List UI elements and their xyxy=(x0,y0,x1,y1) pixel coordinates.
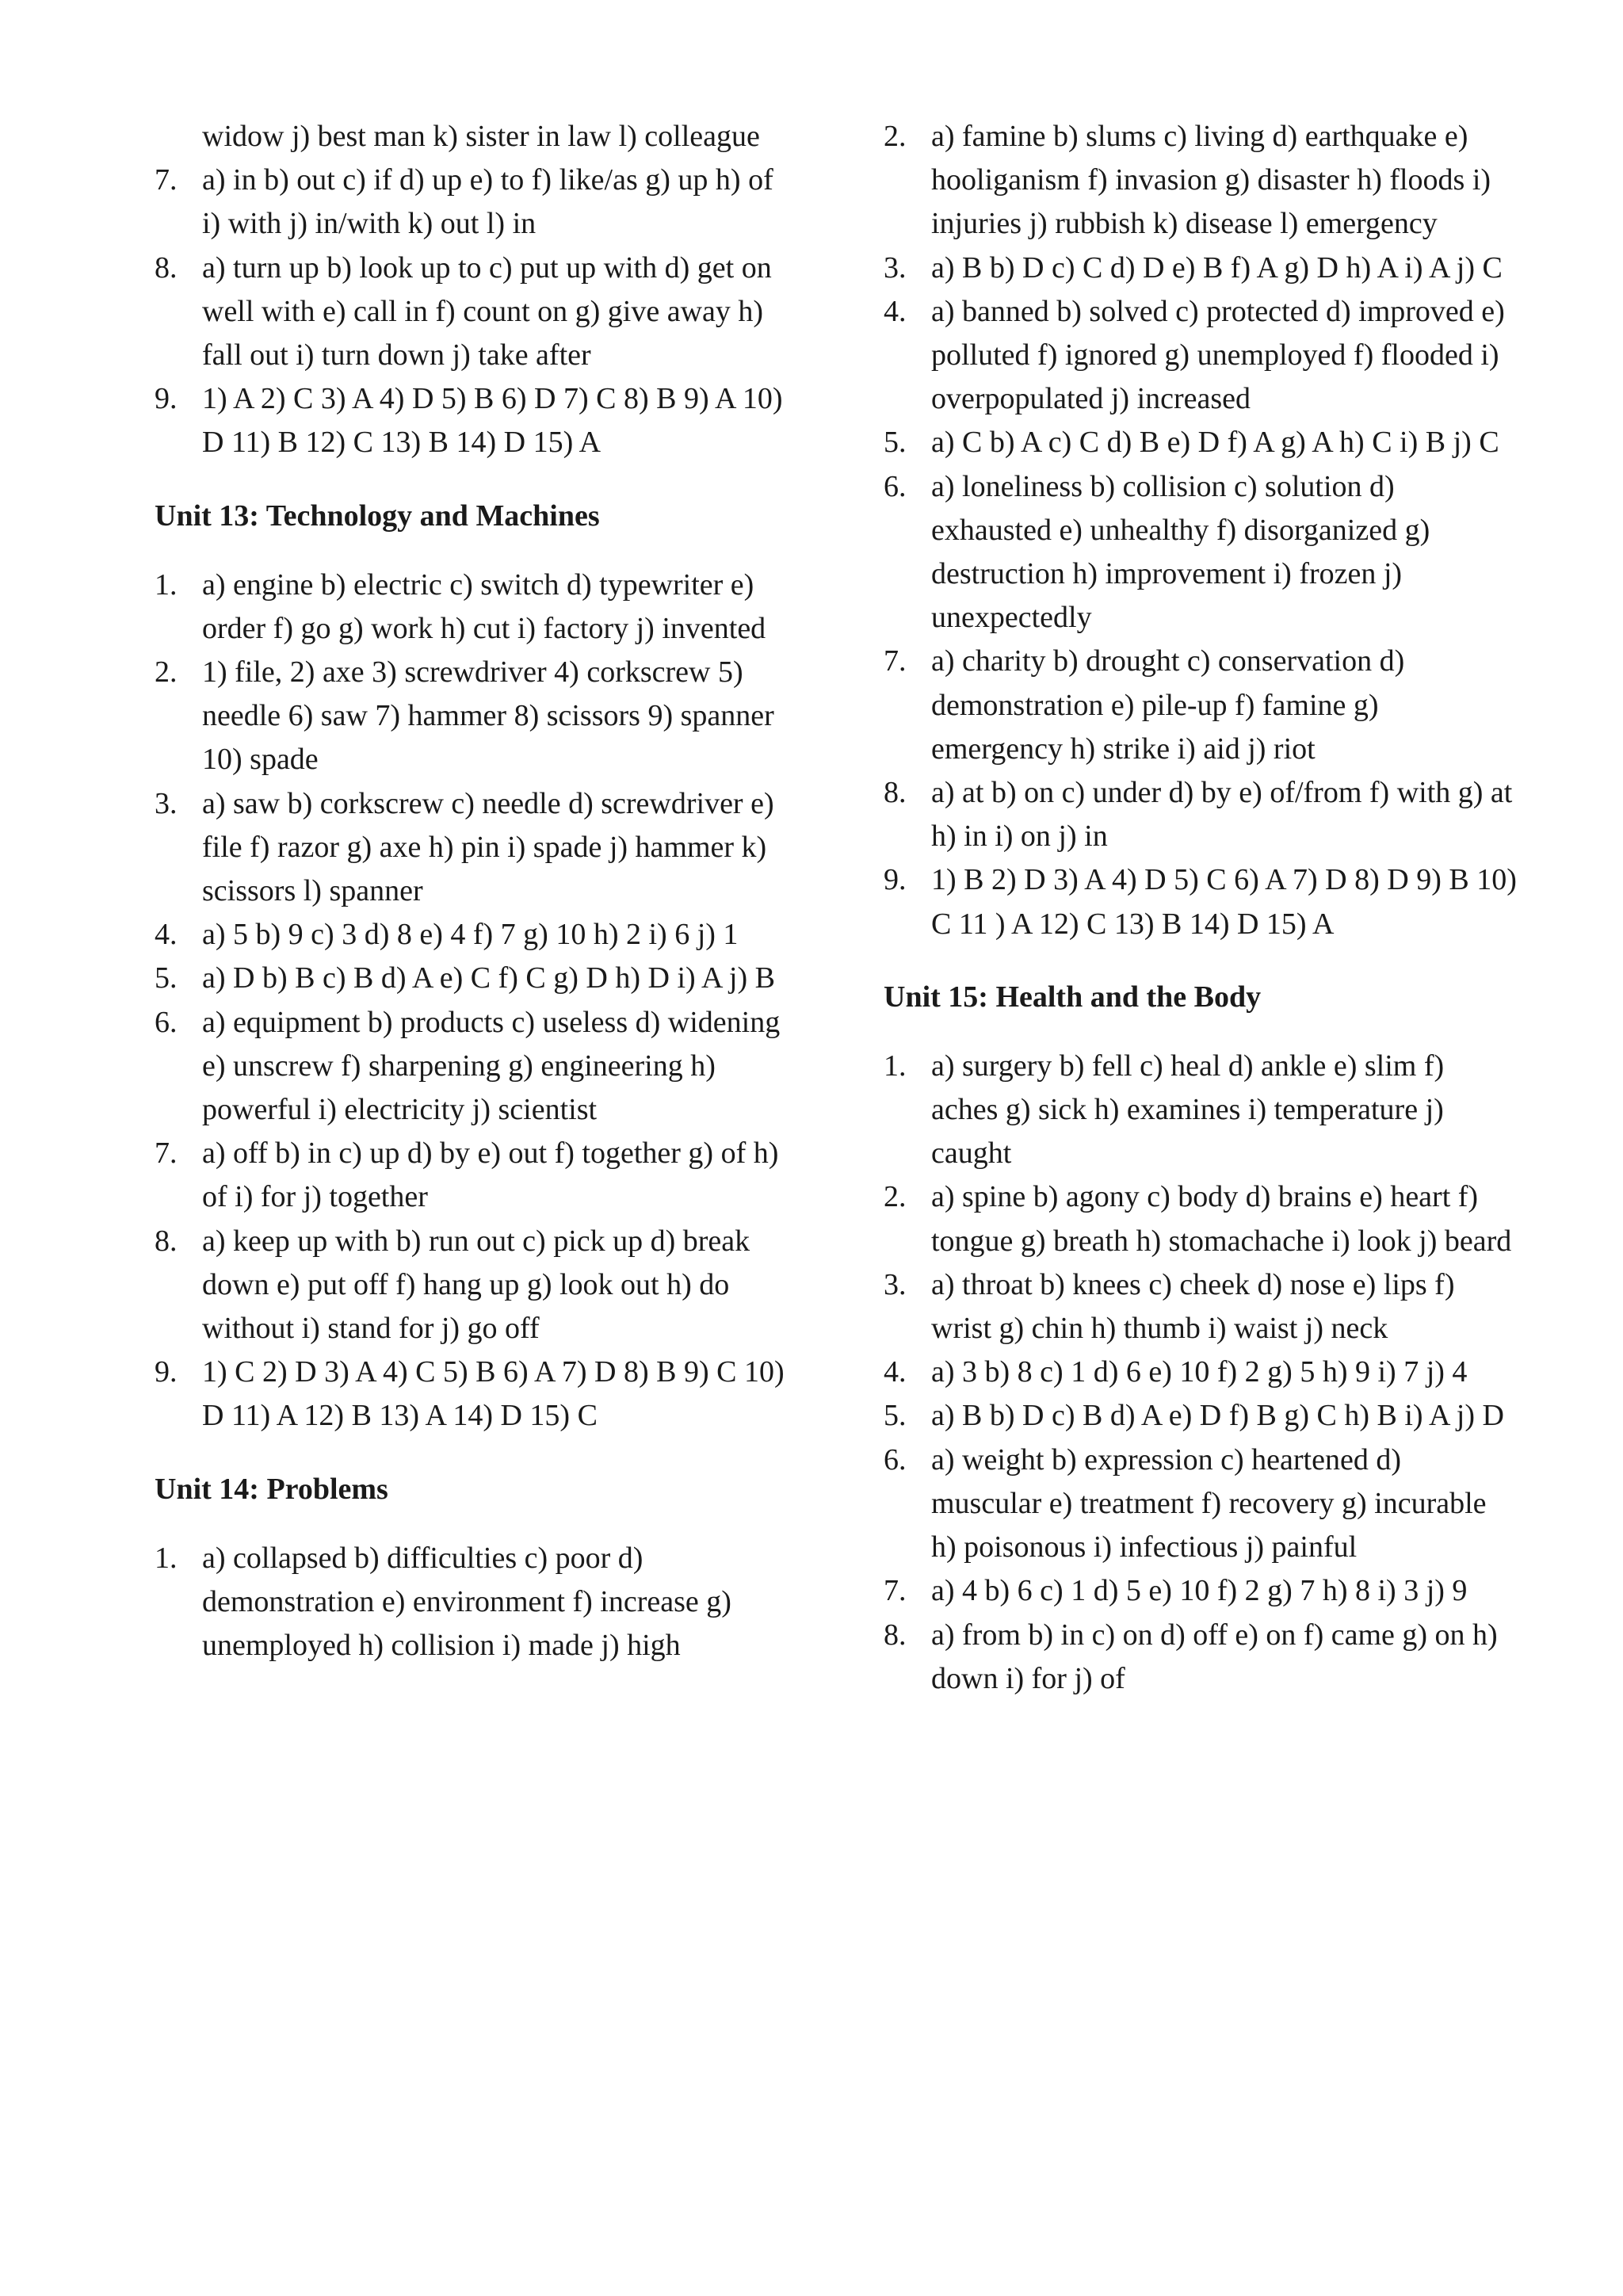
answer-text: a) off b) in c) up d) by e) out f) together g) of h) of i) for j) together xyxy=(202,1137,779,1214)
answer-number: 4. xyxy=(155,918,178,952)
answer-number: 3. xyxy=(884,250,907,285)
answer-item xyxy=(155,782,789,914)
answer-number: 2. xyxy=(884,1180,907,1214)
answer-text: a) turn up b) look up to c) put up with d) get on well with e) call in f) count on g) give away h) fall out i) turn down j) take after xyxy=(202,250,772,372)
answer-number: 9. xyxy=(155,382,178,416)
answer-item xyxy=(884,1045,1518,1176)
answer-item xyxy=(155,159,789,246)
answer-number: 5. xyxy=(884,426,907,460)
answer-number: 1. xyxy=(155,567,178,602)
answer-text: a) collapsed b) difficulties c) poor d) demonstration e) environment f) increase g) unemployed h) collision i) made j) high xyxy=(202,1541,731,1663)
answer-item xyxy=(155,1220,789,1351)
answer-item xyxy=(884,465,1518,640)
continued-answer xyxy=(155,115,789,159)
answer-item xyxy=(155,1132,789,1219)
answer-item xyxy=(155,246,789,378)
answer-item xyxy=(884,1394,1518,1438)
section-heading-unit-15-health-and-the-body: Unit 15: Health and the Body xyxy=(884,980,1262,1014)
answer-text: 1) B 2) D 3) A 4) D 5) C 6) A 7) D 8) D 9) B 10) C 11 ) A 12) C 13) B 14) D 15) A xyxy=(931,863,1517,941)
answer-item xyxy=(155,1537,789,1668)
answer-number: 1. xyxy=(884,1049,907,1083)
answer-number: 1. xyxy=(155,1541,178,1575)
answer-text: a) spine b) agony c) body d) brains e) heart f) tongue g) breath h) stomachache i) look j) beard xyxy=(931,1180,1512,1258)
answer-item xyxy=(884,1569,1518,1613)
answer-text: a) famine b) slums c) living d) earthquake e) hooliganism f) invasion g) disaster h) floods i) injuries j) rubbish k) disease l) emergency xyxy=(931,120,1491,241)
answer-number: 8. xyxy=(884,1618,907,1652)
left-column xyxy=(155,115,789,1668)
answer-text: a) loneliness b) collision c) solution d) exhausted e) unhealthy f) disorganized g) destruction h) improvement i) frozen j) unexpectedly xyxy=(931,469,1430,635)
answer-item xyxy=(155,563,789,651)
answer-text: a) saw b) corkscrew c) needle d) screwdriver e) file f) razor g) axe h) pin i) spade j) hammer k) scissors l) spanner xyxy=(202,786,774,908)
right-column xyxy=(884,115,1518,1701)
answer-number: 6. xyxy=(155,1005,178,1039)
answer-item xyxy=(884,1438,1518,1570)
answer-item xyxy=(155,957,789,1000)
answer-number: 3. xyxy=(155,786,178,820)
answer-item xyxy=(155,377,789,464)
answer-item xyxy=(884,640,1518,771)
answer-text: a) 4 b) 6 c) 1 d) 5 e) 10 f) 2 g) 7 h) 8 i) 3 j) 9 xyxy=(931,1574,1468,1608)
answer-item xyxy=(884,1614,1518,1701)
answer-number: 2. xyxy=(884,120,907,153)
answer-item xyxy=(884,858,1518,946)
answer-text: a) engine b) electric c) switch d) typewriter e) order f) go g) work h) cut i) factory j) invented xyxy=(202,567,766,645)
answer-number: 7. xyxy=(155,1137,178,1171)
answer-number: 8. xyxy=(155,1224,178,1258)
answer-item xyxy=(884,771,1518,858)
answer-number: 2. xyxy=(155,655,178,690)
answer-number: 8. xyxy=(155,250,178,285)
answer-number: 8. xyxy=(884,776,907,810)
answer-item xyxy=(884,290,1518,422)
answer-text: 1) file, 2) axe 3) screwdriver 4) corkscrew 5) needle 6) saw 7) hammer 8) scissors 9) spanner 10) spade xyxy=(202,655,774,777)
answer-text: a) B b) D c) C d) D e) B f) A g) D h) A i) A j) C xyxy=(931,250,1503,285)
answer-text: a) charity b) drought c) conservation d) demonstration e) pile-up f) famine g) emergency h) strike i) aid j) riot xyxy=(931,644,1405,766)
answer-item xyxy=(884,421,1518,464)
answer-item xyxy=(884,1350,1518,1394)
answer-item xyxy=(155,1001,789,1133)
answer-text: a) from b) in c) on d) off e) on f) came g) on h) down i) for j) of xyxy=(931,1618,1498,1695)
answer-item xyxy=(155,913,789,957)
continued-answer-text: widow j) best man k) sister in law l) colleague xyxy=(202,120,760,153)
answer-text: a) D b) B c) B d) A e) C f) C g) D h) D i) A j) B xyxy=(202,961,775,995)
answer-item xyxy=(884,115,1518,246)
answer-number: 9. xyxy=(884,863,907,897)
answer-text: a) B b) D c) B d) A e) D f) B g) C h) B i) A j) D xyxy=(931,1399,1504,1433)
answer-text: a) surgery b) fell c) heal d) ankle e) slim f) aches g) sick h) examines i) temperature j) caught xyxy=(931,1049,1445,1171)
answer-item xyxy=(155,651,789,782)
answer-number: 9. xyxy=(155,1355,178,1389)
answer-text: a) weight b) expression c) heartened d) muscular e) treatment f) recovery g) incurable h) poisonous i) infectious j) painful xyxy=(931,1442,1487,1564)
answer-item xyxy=(884,1175,1518,1263)
answer-text: 1) C 2) D 3) A 4) C 5) B 6) A 7) D 8) B 9) C 10) D 11) A 12) B 13) A 14) D 15) C xyxy=(202,1355,785,1433)
answer-number: 4. xyxy=(884,1355,907,1389)
answer-text: a) in b) out c) if d) up e) to f) like/as g) up h) of i) with j) in/with k) out l) in xyxy=(202,163,773,241)
answer-item xyxy=(884,1263,1518,1350)
answer-text: a) C b) A c) C d) B e) D f) A g) A h) C i) B j) C xyxy=(931,426,1499,460)
answer-item xyxy=(155,1350,789,1438)
answer-number: 7. xyxy=(884,1574,907,1608)
answer-number: 7. xyxy=(155,163,178,197)
answer-number: 6. xyxy=(884,1442,907,1477)
section-heading-unit-14-problems: Unit 14: Problems xyxy=(155,1472,388,1506)
section-heading-unit-13-technology-and-machines: Unit 13: Technology and Machines xyxy=(155,499,600,533)
answer-number: 4. xyxy=(884,294,907,328)
answer-number: 5. xyxy=(884,1399,907,1433)
answer-text: a) equipment b) products c) useless d) widening e) unscrew f) sharpening g) engineering h) powerful i) electricity j) scientist xyxy=(202,1005,781,1127)
answer-text: a) 3 b) 8 c) 1 d) 6 e) 10 f) 2 g) 5 h) 9 i) 7 j) 4 xyxy=(931,1355,1468,1389)
answer-text: a) 5 b) 9 c) 3 d) 8 e) 4 f) 7 g) 10 h) 2 i) 6 j) 1 xyxy=(202,918,739,952)
answer-text: a) keep up with b) run out c) pick up d) break down e) put off f) hang up g) look out h) do without i) stand for j) go off xyxy=(202,1224,750,1346)
answer-item xyxy=(884,246,1518,290)
answer-number: 3. xyxy=(884,1267,907,1301)
answer-text: a) at b) on c) under d) by e) of/from f) with g) at h) in i) on j) in xyxy=(931,776,1513,854)
answer-number: 5. xyxy=(155,961,178,995)
answer-number: 6. xyxy=(884,469,907,503)
answer-text: 1) A 2) C 3) A 4) D 5) B 6) D 7) C 8) B 9) A 10) D 11) B 12) C 13) B 14) D 15) A xyxy=(202,382,783,460)
answer-text: a) throat b) knees c) cheek d) nose e) lips f) wrist g) chin h) thumb i) waist j) neck xyxy=(931,1267,1455,1346)
answer-text: a) banned b) solved c) protected d) improved e) polluted f) ignored g) unemployed f) flooded i) overpopulated j) increased xyxy=(931,294,1505,416)
answer-number: 7. xyxy=(884,644,907,678)
